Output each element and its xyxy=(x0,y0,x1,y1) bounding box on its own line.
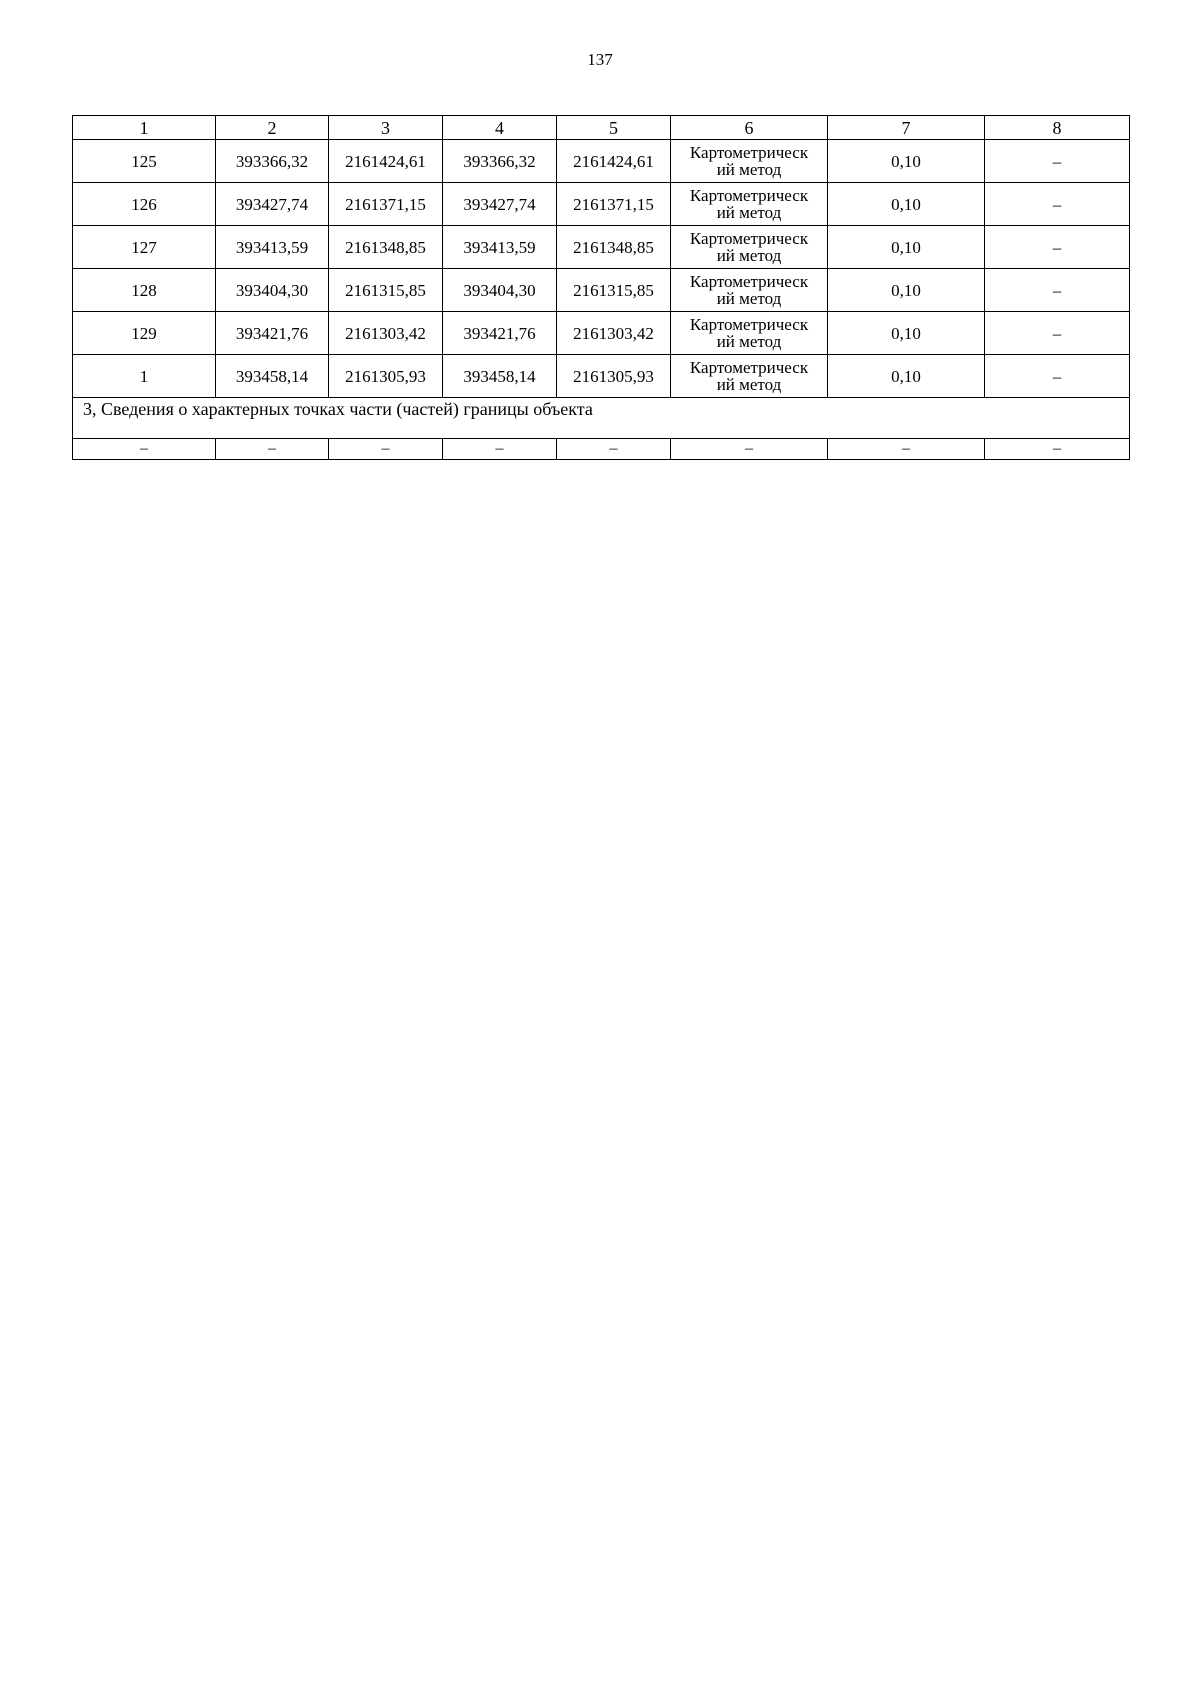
cell-x-new: 393458,14 xyxy=(443,355,557,398)
cell-method xyxy=(671,269,828,312)
cell-accuracy: 0,10 xyxy=(828,355,985,398)
point-number: 125 xyxy=(73,140,216,183)
cell-method xyxy=(671,355,828,398)
cell-x-existing: 393421,76 xyxy=(216,312,329,355)
table-row xyxy=(73,355,1130,398)
cell-y-new: 2161303,42 xyxy=(557,312,671,355)
cell-y-new: 2161348,85 xyxy=(557,226,671,269)
table-row xyxy=(73,183,1130,226)
cell-y-existing: 2161305,93 xyxy=(329,355,443,398)
page-number: 137 xyxy=(587,50,613,69)
dash-cell: – xyxy=(329,439,443,460)
column-header: 6 xyxy=(671,116,828,140)
cell-x-new: 393413,59 xyxy=(443,226,557,269)
cell-method xyxy=(671,312,828,355)
cell-description: – xyxy=(985,140,1130,183)
cell-accuracy: 0,10 xyxy=(828,312,985,355)
cell-x-existing: 393404,30 xyxy=(216,269,329,312)
dash-cell: – xyxy=(216,439,329,460)
point-number: 128 xyxy=(73,269,216,312)
cell-x-existing: 393413,59 xyxy=(216,226,329,269)
dash-cell: – xyxy=(443,439,557,460)
cell-y-existing: 2161424,61 xyxy=(329,140,443,183)
section-title: 3, Сведения о характерных точках части (частей) границы объекта xyxy=(73,398,1130,439)
cell-x-new: 393421,76 xyxy=(443,312,557,355)
cell-x-existing: 393366,32 xyxy=(216,140,329,183)
table-row xyxy=(73,226,1130,269)
dash-cell: – xyxy=(73,439,216,460)
column-header: 8 xyxy=(985,116,1130,140)
dash-cell: – xyxy=(828,439,985,460)
cell-description: – xyxy=(985,226,1130,269)
cell-description: – xyxy=(985,312,1130,355)
column-header: 2 xyxy=(216,116,329,140)
method-line-1: Картометрическ xyxy=(689,186,809,205)
cell-accuracy: 0,10 xyxy=(828,269,985,312)
cell-y-existing: 2161303,42 xyxy=(329,312,443,355)
point-number: 129 xyxy=(73,312,216,355)
column-header: 3 xyxy=(329,116,443,140)
method-line-2: ий метод xyxy=(716,246,782,265)
method-line-2: ий метод xyxy=(716,203,782,222)
cell-description: – xyxy=(985,355,1130,398)
empty-data-row xyxy=(73,439,1130,460)
method-line-2: ий метод xyxy=(716,160,782,179)
cell-x-existing: 393427,74 xyxy=(216,183,329,226)
column-header: 1 xyxy=(73,116,216,140)
cell-y-existing: 2161371,15 xyxy=(329,183,443,226)
cell-accuracy: 0,10 xyxy=(828,183,985,226)
table-row xyxy=(73,312,1130,355)
cell-y-new: 2161315,85 xyxy=(557,269,671,312)
table-row xyxy=(73,269,1130,312)
cell-y-new: 2161424,61 xyxy=(557,140,671,183)
column-header: 5 xyxy=(557,116,671,140)
method-line-1: Картометрическ xyxy=(689,358,809,377)
cell-accuracy: 0,10 xyxy=(828,140,985,183)
method-line-1: Картометрическ xyxy=(689,315,809,334)
section-row xyxy=(73,398,1130,439)
column-header: 4 xyxy=(443,116,557,140)
cell-description: – xyxy=(985,183,1130,226)
cell-description: – xyxy=(985,269,1130,312)
point-number: 1 xyxy=(73,355,216,398)
cell-y-new: 2161371,15 xyxy=(557,183,671,226)
method-line-2: ий метод xyxy=(716,289,782,308)
coordinates-table xyxy=(72,115,1130,460)
table-row xyxy=(73,140,1130,183)
point-number: 127 xyxy=(73,226,216,269)
method-line-2: ий метод xyxy=(716,375,782,394)
dash-cell: – xyxy=(671,439,828,460)
cell-x-new: 393404,30 xyxy=(443,269,557,312)
cell-x-new: 393427,74 xyxy=(443,183,557,226)
method-line-1: Картометрическ xyxy=(689,143,809,162)
cell-x-new: 393366,32 xyxy=(443,140,557,183)
cell-y-existing: 2161348,85 xyxy=(329,226,443,269)
dash-cell: – xyxy=(985,439,1130,460)
method-line-1: Картометрическ xyxy=(689,229,809,248)
table-header-row xyxy=(73,116,1130,140)
method-line-1: Картометрическ xyxy=(689,272,809,291)
point-number: 126 xyxy=(73,183,216,226)
cell-accuracy: 0,10 xyxy=(828,226,985,269)
dash-cell: – xyxy=(557,439,671,460)
cell-y-existing: 2161315,85 xyxy=(329,269,443,312)
column-header: 7 xyxy=(828,116,985,140)
cell-method xyxy=(671,226,828,269)
cell-method xyxy=(671,140,828,183)
cell-x-existing: 393458,14 xyxy=(216,355,329,398)
method-line-2: ий метод xyxy=(716,332,782,351)
cell-method xyxy=(671,183,828,226)
cell-y-new: 2161305,93 xyxy=(557,355,671,398)
